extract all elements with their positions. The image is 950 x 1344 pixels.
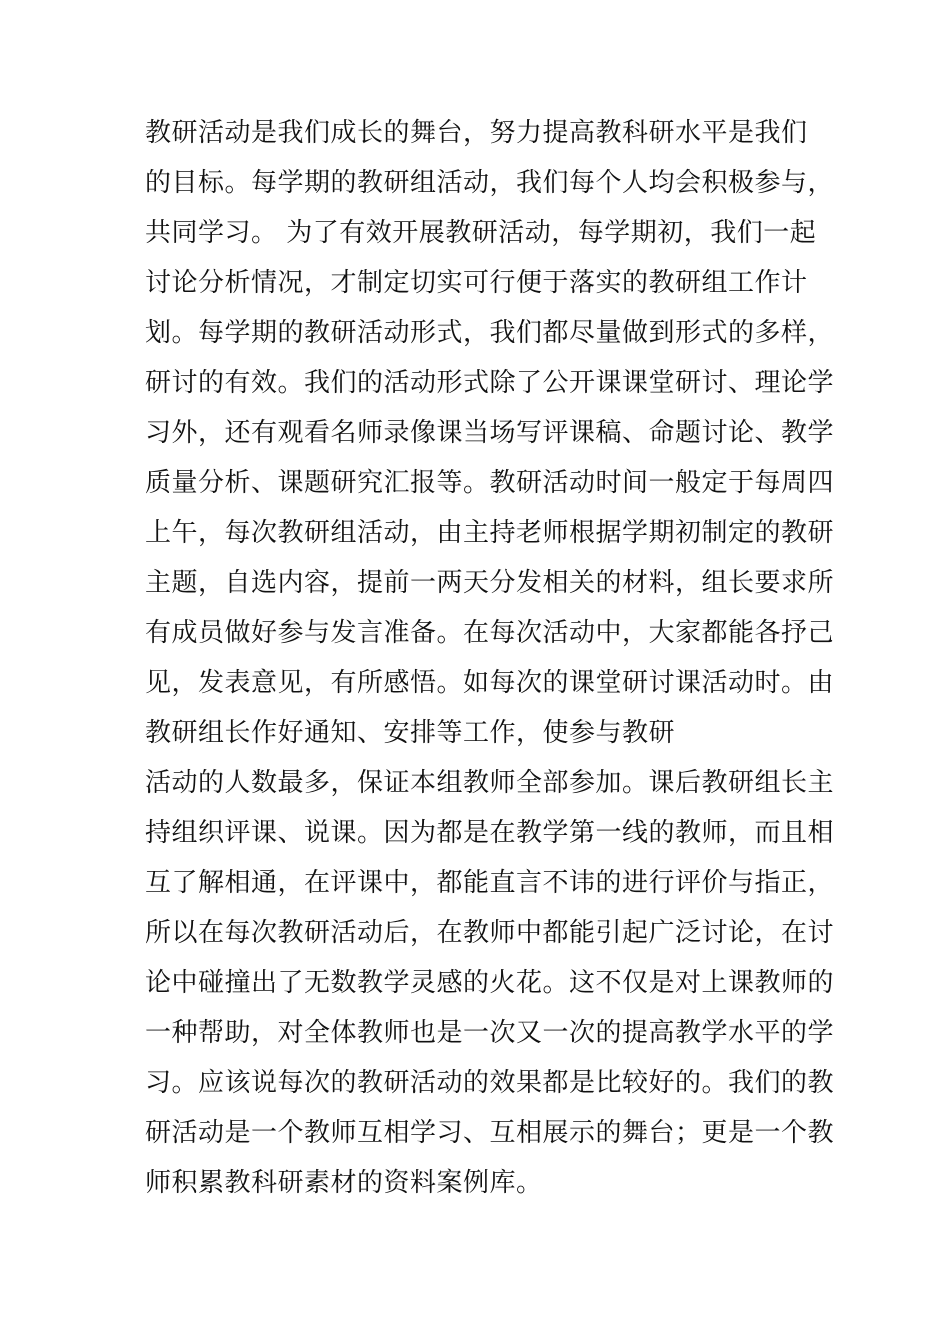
text-line: 有成员做好参与发言准备。在每次活动中，大家都能各抒己	[145, 618, 835, 648]
text-line: 论中碰撞出了无数教学灵感的火花。这不仅是对上课教师的	[145, 968, 835, 998]
text-line: 师积累教科研素材的资料案例库。	[145, 1168, 543, 1198]
document-body	[145, 108, 835, 1208]
text-line: 习外，还有观看名师录像课当场写评课稿、命题讨论、教学	[145, 418, 835, 448]
text-line: 划。每学期的教研活动形式，我们都尽量做到形式的多样，	[145, 318, 835, 348]
text-line: 活动的人数最多，保证本组教师全部参加。课后教研组长主	[145, 768, 835, 798]
text-line: 研讨的有效。我们的活动形式除了公开课课堂研讨、理论学	[145, 368, 835, 398]
text-line: 持组织评课、说课。因为都是在教学第一线的教师，而且相	[145, 818, 835, 848]
text-line: 质量分析、课题研究汇报等。教研活动时间一般定于每周四	[145, 468, 835, 498]
text-line: 一种帮助，对全体教师也是一次又一次的提高教学水平的学	[145, 1018, 835, 1048]
text-line: 见，发表意见，有所感悟。如每次的课堂研讨课活动时。由	[145, 668, 835, 698]
text-line: 的目标。每学期的教研组活动，我们每个人均会积极参与，	[145, 168, 835, 198]
text-line: 互了解相通，在评课中，都能直言不讳的进行评价与指正，	[145, 868, 835, 898]
text-line: 讨论分析情况，才制定切实可行便于落实的教研组工作计	[145, 268, 808, 298]
text-line: 主题，自选内容，提前一两天分发相关的材料，组长要求所	[145, 568, 835, 598]
text-line: 习。应该说每次的教研活动的效果都是比较好的。我们的教	[145, 1068, 835, 1098]
text-line: 共同学习。 为了有效开展教研活动，每学期初，我们一起	[145, 218, 817, 248]
text-line: 所以在每次教研活动后，在教师中都能引起广泛讨论，在讨	[145, 918, 835, 948]
text-line: 上午，每次教研组活动，由主持老师根据学期初制定的教研	[145, 518, 835, 548]
text-line: 研活动是一个教师互相学习、互相展示的舞台；更是一个教	[145, 1118, 835, 1148]
text-line: 教研活动是我们成长的舞台，努力提高教科研水平是我们	[145, 118, 808, 148]
text-line: 教研组长作好通知、安排等工作，使参与教研	[145, 718, 676, 748]
